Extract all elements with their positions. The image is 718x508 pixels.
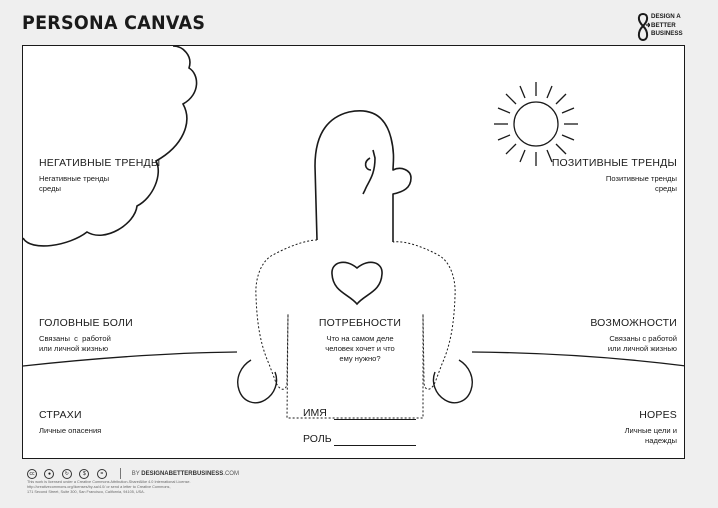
- gains-section: [590, 317, 677, 354]
- role-field[interactable]: [303, 433, 332, 445]
- persona-face-icon: [363, 150, 375, 194]
- pains-title: ГОЛОВНЫЕ БОЛИ: [39, 317, 133, 329]
- license-text: This work is licensed under a Creative Commons Attribution-ShareAlike 4.0 International License. http://creativecommons.org/licenses/by-sa/4.0/ or send a letter to Creative Commons, 171 Second Street, Suite 300, San Francisco, California, 94105, USA.: [27, 480, 191, 494]
- hopes-desc: Личные цели и надежды: [624, 426, 677, 445]
- positive-trends-desc: Позитивные тренды среды: [605, 174, 677, 193]
- fears-title: СТРАХИ: [39, 409, 82, 421]
- negative-trends-desc: Негативные тренды среды: [39, 174, 110, 193]
- persona-head-outline: [315, 111, 411, 242]
- name-label: ИМЯ: [303, 407, 327, 419]
- heart-icon: [332, 262, 382, 304]
- horizon-line-left: [23, 352, 237, 366]
- sun-icon: [494, 82, 578, 166]
- positive-trends-title: ПОЗИТИВНЫЕ ТРЕНДЫ: [551, 157, 677, 169]
- negative-trends-title: НЕГАТИВНЫЕ ТРЕНДЫ: [39, 157, 161, 169]
- nd-icon: =: [97, 469, 107, 479]
- footer-divider: [120, 468, 121, 479]
- fears-section: [39, 409, 101, 436]
- name-field[interactable]: [303, 407, 327, 419]
- needs-desc: Что на самом деле человек хочет и что ему нужно?: [325, 334, 395, 363]
- needs-title: ПОТРЕБНОСТИ: [318, 317, 402, 329]
- negative-trends-section: [39, 157, 160, 194]
- positive-trends-section: [552, 157, 677, 194]
- page-title: PERSONA CANVAS: [22, 12, 206, 34]
- name-input-line[interactable]: [334, 419, 416, 420]
- gains-desc: Связаны с работой или личной жизнью: [607, 334, 677, 353]
- site-credit[interactable]: BY DESIGNABETTERBUSINESS.COM: [131, 470, 239, 477]
- persona-canvas: [22, 45, 685, 459]
- by-icon: ●: [44, 469, 54, 479]
- canvas-illustration: [23, 46, 685, 459]
- logo: [636, 13, 696, 41]
- logo-text: DESIGN A BETTER BUSINESS: [651, 13, 683, 38]
- role-input-line[interactable]: [334, 445, 416, 446]
- cloud-icon: [23, 46, 197, 246]
- pains-section: [39, 317, 133, 354]
- pains-desc: Связаны с работой или личной жизнью: [39, 334, 111, 353]
- gains-title: ВОЗМОЖНОСТИ: [590, 317, 677, 329]
- cc-icon: cc: [27, 469, 37, 479]
- nc-icon: $: [79, 469, 89, 479]
- left-hand-icon: [238, 360, 277, 403]
- horizon-line-right: [472, 352, 685, 366]
- right-hand-icon: [433, 360, 472, 403]
- hopes-section: [625, 409, 677, 446]
- hopes-title: HOPES: [639, 409, 677, 421]
- infinity-logo-icon: [636, 13, 650, 41]
- sa-icon: ↻: [62, 469, 72, 479]
- fears-desc: Личные опасения: [39, 426, 102, 435]
- needs-section: [305, 317, 415, 364]
- role-label: РОЛЬ: [303, 433, 332, 445]
